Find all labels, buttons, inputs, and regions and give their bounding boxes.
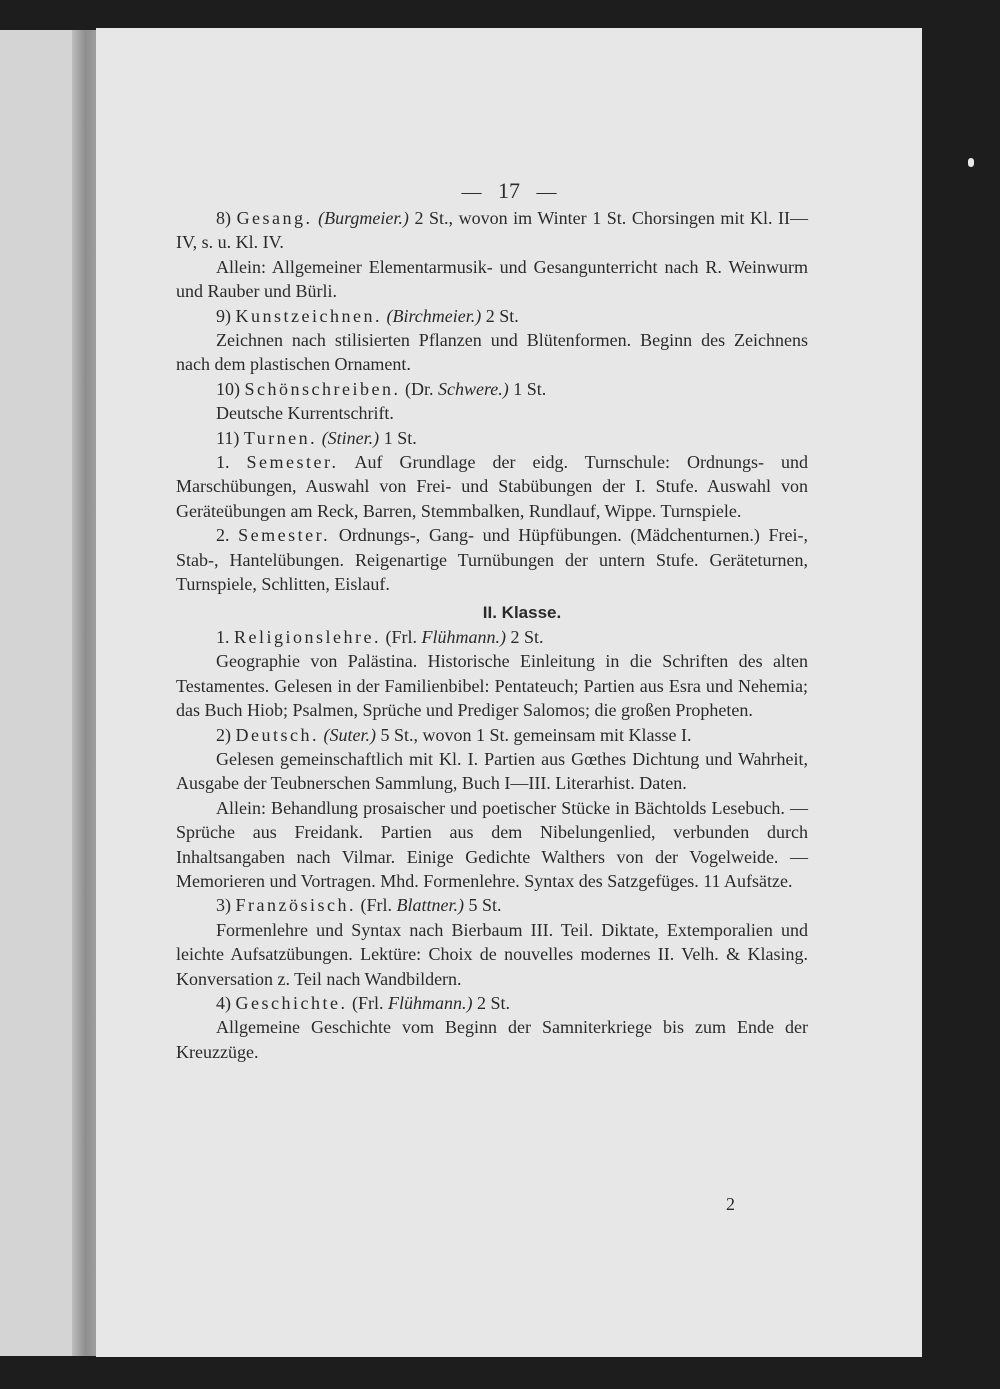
- paragraph: Geographie von Palästina. Historische Einleitung in die Schriften des alten Testamentes. Gelesen in der Familienbibel: Pentateuch; Partien aus Esra und Nehemia; das Buch Hiob; Psalmen, Sprüche und Prediger Salomos; die großen Propheten.: [176, 651, 808, 721]
- teacher-name: Flühmann.): [387, 993, 473, 1013]
- header-dash-right: —: [536, 181, 557, 203]
- subject-title: Französisch.: [235, 895, 356, 916]
- paragraph-deutsch: [176, 723, 808, 747]
- paragraph: Formenlehre und Syntax nach Bierbaum III. Teil. Diktate, Extemporalien und leichte Aufsatzübungen. Lektüre: Choix de nouvelles modernes II. Velh. & Klasing. Konversation z. Teil nach Wandbildern.: [176, 919, 808, 989]
- item-number: 11): [216, 427, 240, 448]
- item-number: 10): [216, 378, 240, 399]
- margin-speck: [968, 158, 974, 167]
- paragraph-text: Ordnungs-, Gang- und Hüpfübungen. (Mädchenturnen.) Frei-, Stab-, Hantelübungen. Reigenartige Turnübungen der untern Stufe. Geräteturnen, Turnspiele, Schlitten, Eislauf.: [176, 525, 808, 595]
- paragraph-semester-1: [176, 450, 808, 523]
- paragraph-text: 5 St., wovon 1 St. gemeinsam mit Klasse I.: [380, 724, 692, 745]
- teacher-name: (Burgmeier.): [318, 208, 409, 228]
- paragraph-text: 1 St.: [513, 378, 547, 399]
- subject-title: Geschichte.: [235, 993, 348, 1013]
- teacher-title: (Frl.: [351, 993, 384, 1013]
- paragraph: Gelesen gemeinschaftlich mit Kl. I. Partien aus Gœthes Dichtung und Wahrheit, Ausgabe der Teubnerschen Sammlung, Buch I—III. Literarhist. Daten.: [176, 748, 808, 794]
- item-number: 1.: [216, 452, 230, 473]
- paragraph-text: 5 St.: [468, 895, 502, 916]
- subject-title: Gesang.: [236, 208, 313, 228]
- subject-title: Deutsch.: [235, 724, 319, 745]
- page-body: [176, 206, 808, 1064]
- paragraph-franzoesisch: [176, 893, 808, 917]
- paragraph: Allein: Behandlung prosaischer und poetischer Stücke in Bächtolds Lesebuch. — Sprüche aus Freidank. Partien aus dem Nibelungenlied, verbunden durch Inhaltsangaben nach Vilmar. Einige Gedichte Walthers von der Vogelweide. — Memorieren und Vortragen. Mhd. Formenlehre. Syntax des Satzgefüges. 11 Aufsätze.: [176, 797, 808, 891]
- paragraph: Zeichnen nach stilisierten Pflanzen und Blütenformen. Beginn des Zeichnens nach dem plastischen Ornament.: [176, 330, 808, 375]
- teacher-name: Blattner.): [396, 895, 464, 916]
- signature-mark: 2: [726, 1194, 735, 1214]
- paragraph-text: Auf Grundlage der eidg. Turnschule: Ordnungs- und Marschübungen, Auswahl von Frei- und Stabübungen der I. Stufe. Auswahl von Geräteübungen am Reck, Barren, Stemmbalken, Rundlauf, Wippe. Turnspiele.: [176, 452, 809, 521]
- teacher-name: (Suter.): [323, 724, 376, 745]
- paragraph-turnen: [176, 426, 808, 450]
- item-number: 3): [216, 895, 231, 916]
- paragraph-semester-2: [176, 523, 808, 596]
- paragraph-schoenschreiben: [176, 377, 808, 401]
- item-number: 4): [216, 993, 231, 1013]
- paragraph-geschichte: [176, 991, 808, 1015]
- teacher-title: (Frl.: [385, 626, 417, 647]
- item-number: 1.: [216, 626, 230, 647]
- teacher-title: (Dr.: [404, 378, 434, 399]
- page-number: 17: [498, 178, 520, 203]
- item-number: 2): [216, 724, 231, 745]
- book-page: [96, 28, 922, 1357]
- teacher-name: Schwere.): [437, 378, 509, 399]
- paragraph-kunstzeichnen: [176, 304, 808, 328]
- subject-title: Schönschreiben.: [244, 378, 401, 399]
- teacher-name: (Birchmeier.): [386, 305, 482, 326]
- paragraph: Allein: Allgemeiner Elementarmusik- und Gesangunterricht nach R. Weinwurm und Rauber und Bürli.: [176, 256, 808, 302]
- header-dash-left: —: [461, 181, 482, 203]
- item-number: 8): [216, 208, 231, 228]
- paragraph: Deutsche Kurrentschrift.: [216, 403, 394, 424]
- paragraph-text: 2 St.: [476, 993, 510, 1013]
- subject-title: Religionslehre.: [234, 626, 381, 647]
- subject-title: Turnen.: [243, 427, 318, 448]
- item-number: 9): [216, 305, 231, 326]
- paragraph-religionslehre: [176, 625, 808, 649]
- teacher-name: (Stiner.): [321, 427, 380, 448]
- subject-title: Kunstzeichnen.: [235, 305, 382, 326]
- paragraph-text: 2 St.: [485, 305, 519, 326]
- paragraph: Allgemeine Geschichte vom Beginn der Samniterkriege bis zum Ende der Kreuzzüge.: [176, 1017, 808, 1062]
- section-heading: II. Klasse.: [482, 602, 562, 622]
- item-number: 2.: [216, 525, 230, 546]
- paragraph-text: 2 St., wovon im Winter 1 St. Chorsingen mit Kl. II—IV, s. u. Kl. IV.: [176, 208, 809, 253]
- paragraph-gesang: [176, 206, 808, 255]
- page-header: [96, 178, 922, 204]
- subject-title: Semester.: [238, 525, 331, 546]
- paragraph-text: 2 St.: [510, 626, 544, 647]
- teacher-title: (Frl.: [360, 895, 392, 916]
- subject-title: Semester.: [246, 452, 339, 473]
- paragraph-text: 1 St.: [383, 427, 417, 448]
- teacher-name: Flühmann.): [421, 626, 506, 647]
